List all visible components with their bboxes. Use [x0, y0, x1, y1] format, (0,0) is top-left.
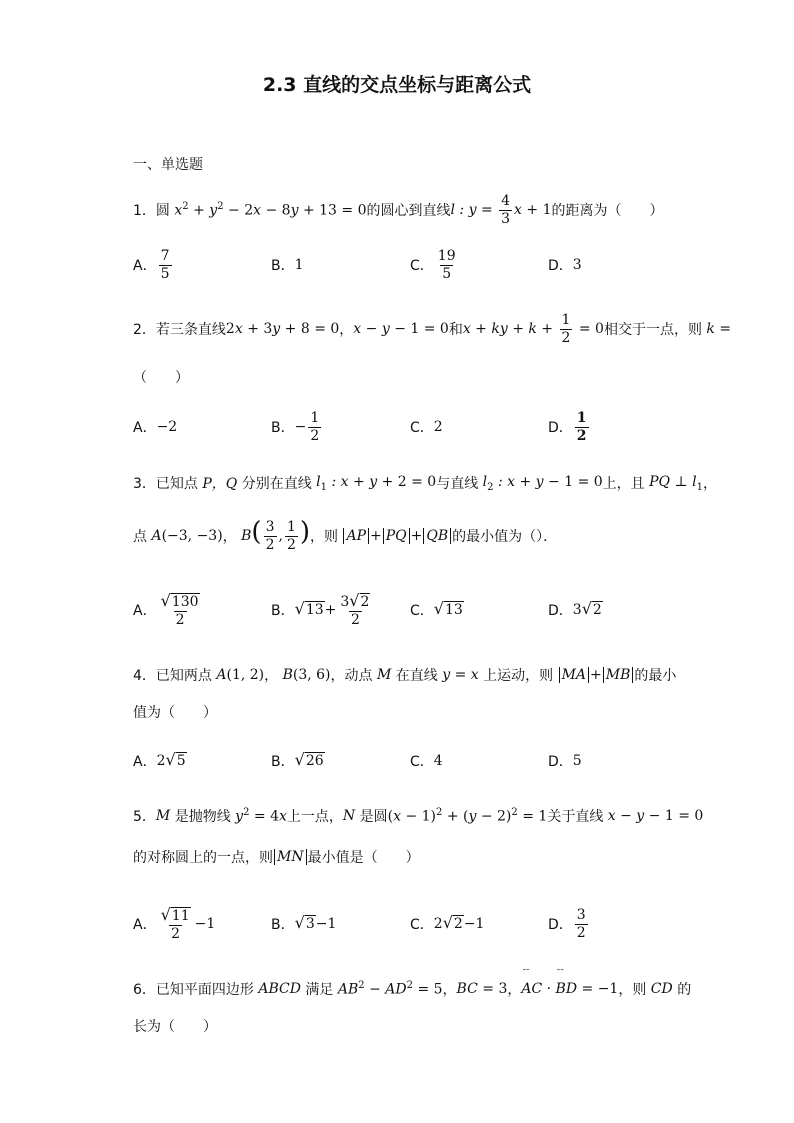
question-3-cont: 点 A(−3, −3) ， B( $\frac{3}{2}$ , $\frac{1}{2}$ ) ，则 AP + PQ + QB 的最小值为（）．: [133, 517, 558, 553]
equation-line-l: l : y = $\frac{4}{3}$ x + 1: [450, 192, 552, 227]
question-5: 5． M 是抛物线 $y^2 = 4x$ 上一点， N 是圆 $(x - 1)^2 + (y - 2)^2 = 1$ 关于直线 x − y − 1 = 0: [133, 807, 704, 825]
equation-circle: $x^2 + y^2 - 2x - 8y + 13 = 0$: [169, 201, 367, 219]
q1-option-b[interactable]: B． 1: [271, 257, 304, 274]
q3-option-a[interactable]: A． √ 130 2: [133, 590, 199, 628]
q5-option-a[interactable]: A． √ 11 2 −1: [133, 904, 216, 942]
q4-option-c[interactable]: C． 4: [410, 753, 443, 770]
question-5-cont: 的对称圆上的一点，则 MN 最小值是（ ）: [133, 849, 420, 866]
q5-option-b[interactable]: B． √ 3 −1: [271, 913, 337, 933]
q3-option-b[interactable]: B． √ 13 + 3 √ 2 2: [271, 590, 370, 628]
q2-option-c[interactable]: C． 2: [410, 419, 443, 436]
q4-option-b[interactable]: B． √ 26: [271, 750, 324, 770]
question-1: 1． 圆 $x^2 + y^2 - 2x - 8y + 13 = 0$ 的圆心到直线 l : y = $\frac{4}{3}$ x + 1 的距离为（ ）: [133, 192, 664, 227]
question-2: 2． 若三条直线 2x + 3y + 8 = 0 ， x − y − 1 = 0 和 x + ky + k + $\frac{1}{2}$ = 0 相交于一点，则 k =: [133, 311, 732, 346]
q1-option-c[interactable]: C． $\frac{19}{5}$: [410, 247, 456, 282]
page-title: 2.3 直线的交点坐标与距离公式: [262, 74, 532, 96]
question-2-cont: （ ）: [133, 370, 189, 386]
q2-option-a[interactable]: A． −2: [133, 419, 178, 436]
question-6-cont: 长为（ ）: [133, 1019, 217, 1035]
q1-option-d[interactable]: D． 3: [548, 257, 582, 274]
question-3: 3． 已知点 P，Q 分别在直线 $l_1$ : x + y + 2 = 0 与直线 $l_2$ : x + y − 1 = 0 上，且 PQ ⊥ $l_1$ ，: [133, 473, 717, 493]
q1-option-a[interactable]: A． $\frac{7}{5}$: [133, 247, 170, 282]
question-4-cont: 值为（ ）: [133, 705, 217, 721]
q3-option-d[interactable]: D． 3 √ 2: [548, 599, 602, 619]
section-heading: 一、单选题: [133, 157, 203, 173]
q5-option-c[interactable]: C． 2 √ 2 −1: [410, 913, 485, 933]
q2-option-d[interactable]: D． $\frac{1}{2}$: [548, 409, 587, 444]
q5-option-d[interactable]: D． $\frac{3}{2}$: [548, 906, 586, 941]
q4-option-d[interactable]: D． 5: [548, 753, 582, 770]
question-6: 6． 已知平面四边形 ABCD 满足 $AB^2 - AD^2 = 5$ ， BC = 3 ， ˘˘ AC · ˘˘ BD = −1 ，则 CD 的: [133, 972, 691, 1006]
q3-option-c[interactable]: C． √ 13: [410, 599, 463, 619]
question-4: 4． 已知两点 A(1, 2) ， B(3, 6) ，动点 M 在直线 y = x 上运动，则 MA + MB 的最小: [133, 667, 677, 684]
q4-option-a[interactable]: A． 2 √ 5: [133, 750, 186, 770]
q2-option-b[interactable]: B． − $\frac{1}{2}$: [271, 409, 320, 444]
